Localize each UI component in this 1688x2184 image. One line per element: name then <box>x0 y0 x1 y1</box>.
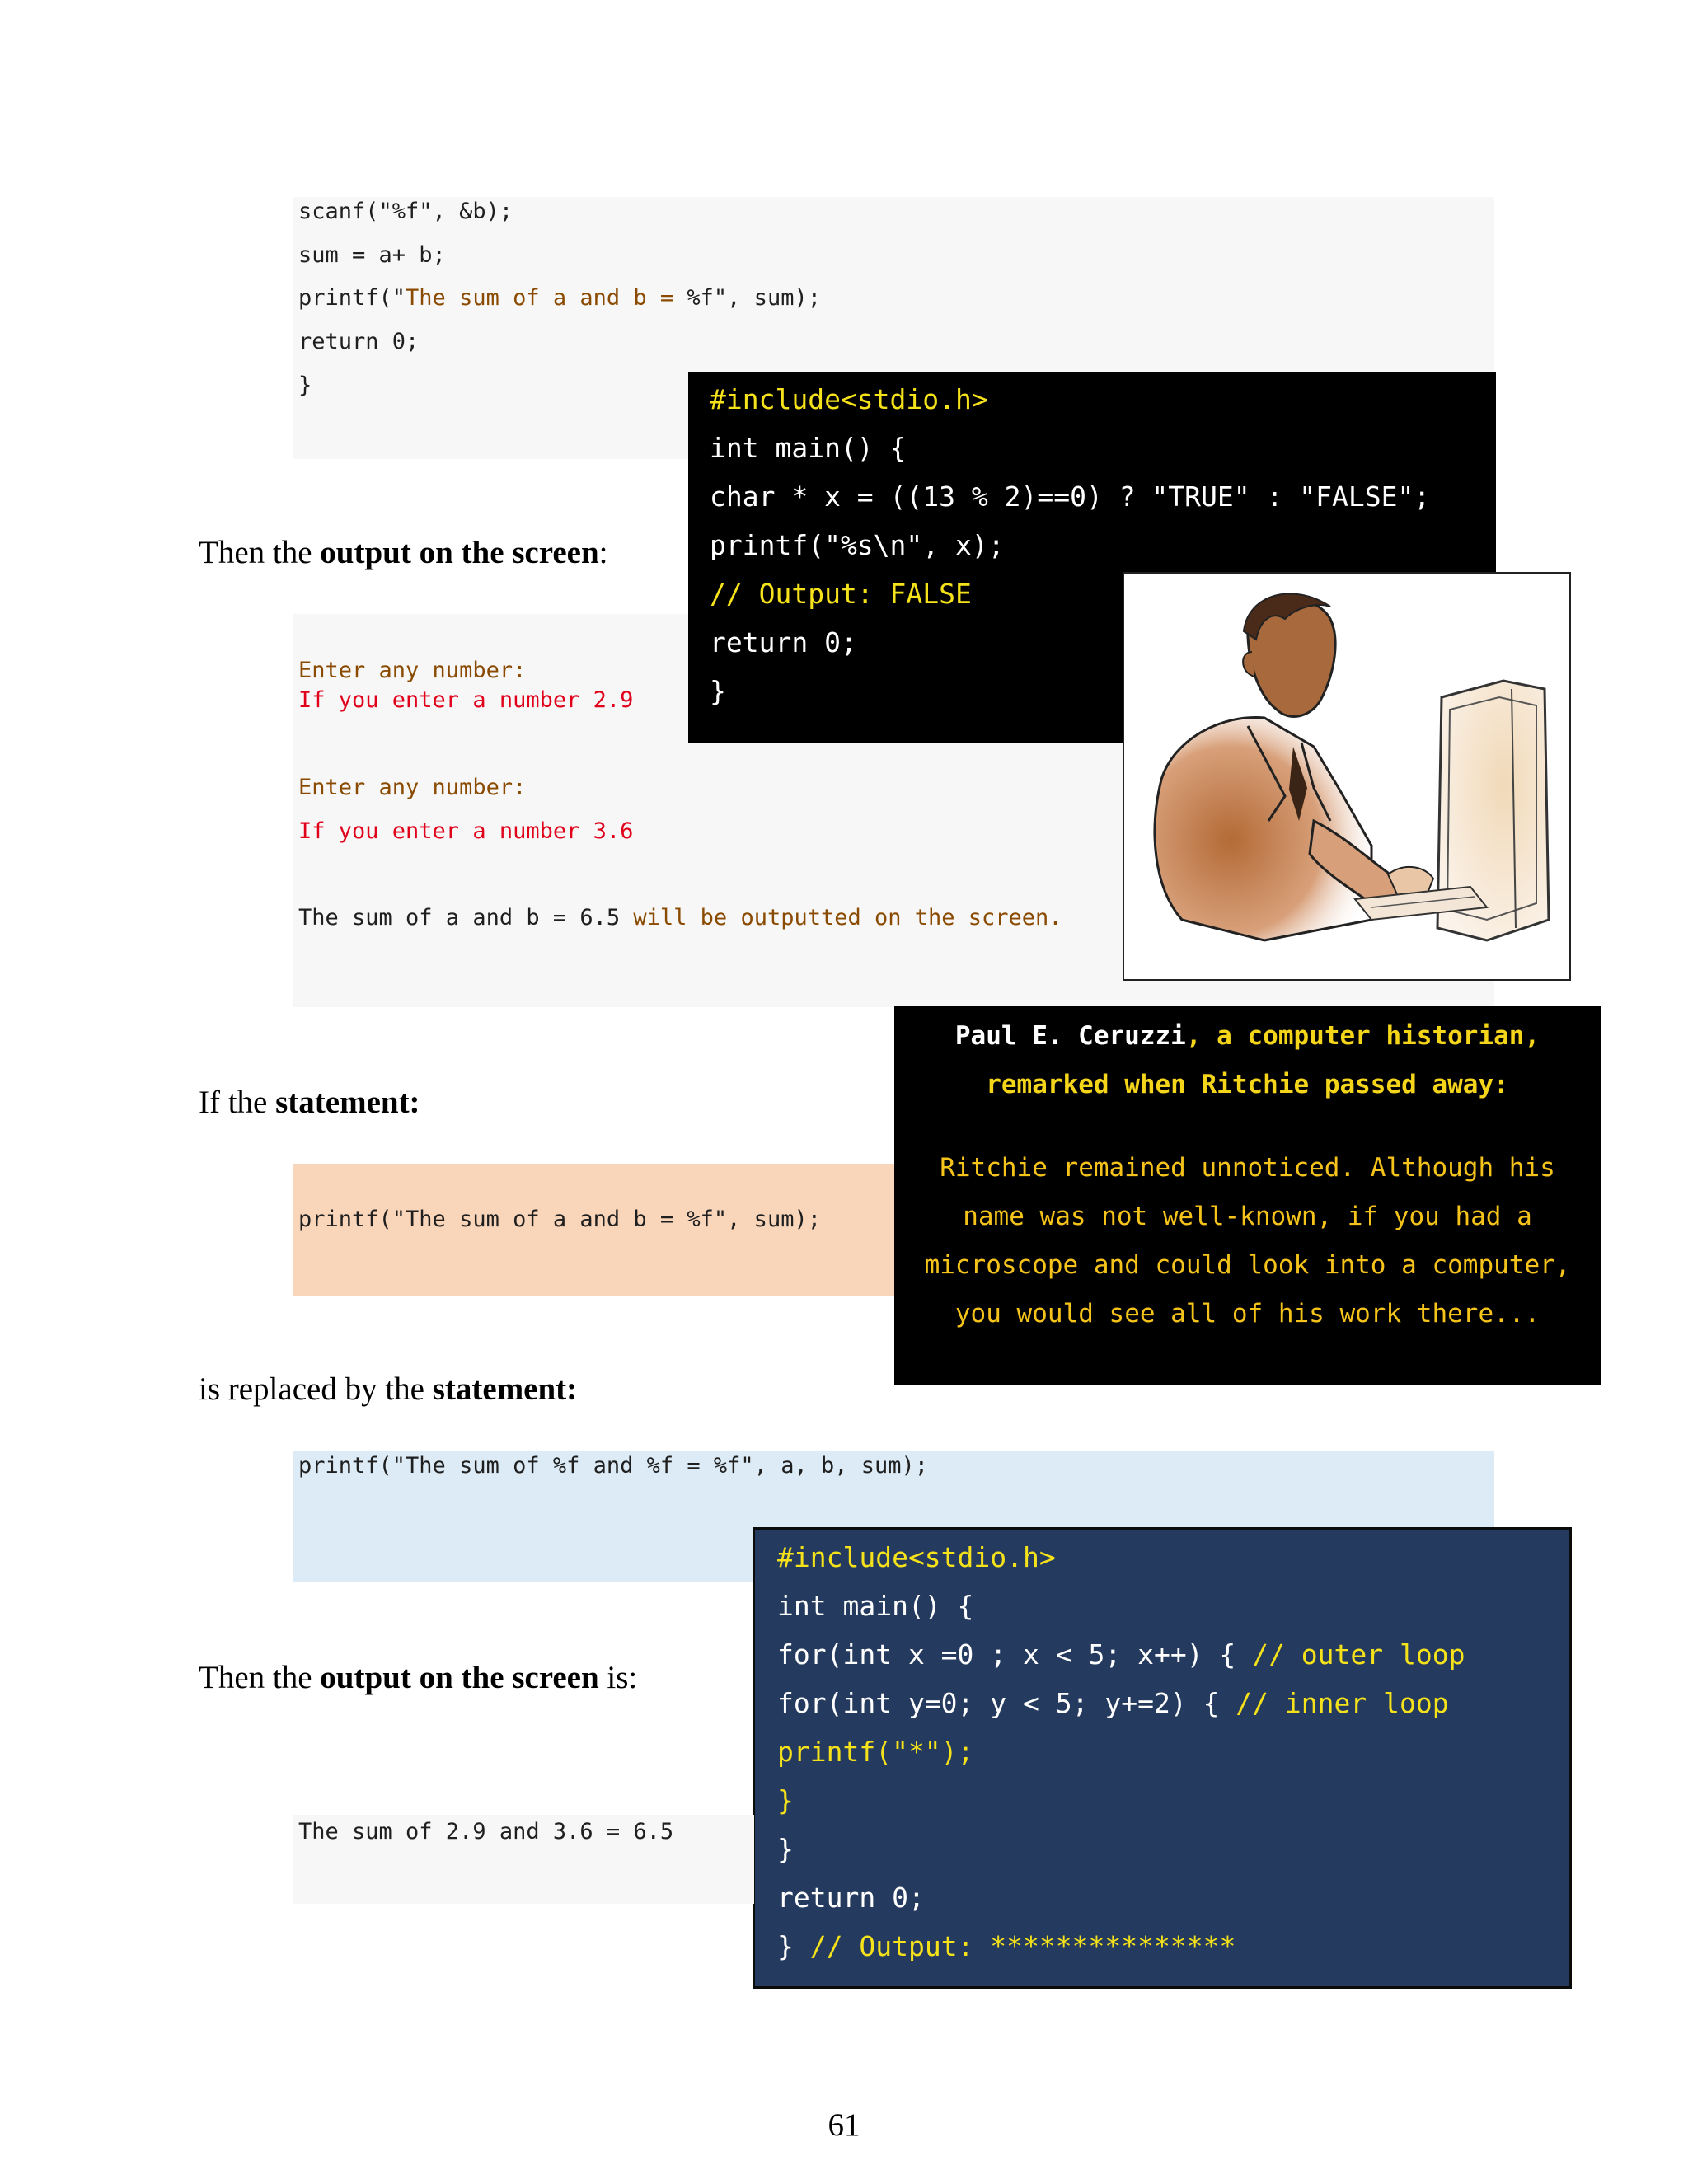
code-line: } <box>777 1833 794 1865</box>
prose-text: : <box>598 535 608 570</box>
code-token: } <box>777 1930 810 1962</box>
man-at-computer-icon <box>1124 574 1569 979</box>
code-line: printf("%s\n", x); <box>710 529 1005 561</box>
code-string: The sum of a and b = <box>406 285 674 311</box>
code-line: return 0; <box>298 329 420 354</box>
quote-heading: remarked when Ritchie passed away: <box>986 1070 1509 1099</box>
prose-text: is replaced by the <box>199 1371 433 1407</box>
output-line: Enter any number: <box>298 658 527 683</box>
code-line: } <box>298 373 312 398</box>
code-line-printf <box>298 285 821 311</box>
quote-line: you would see all of his work there... <box>954 1299 1540 1329</box>
final-output-block <box>293 1815 754 1904</box>
quote-heading-text: , a computer historian, <box>1185 1021 1540 1051</box>
code-line <box>777 1638 1465 1671</box>
prose-then-output <box>199 534 608 571</box>
quote-author: Paul E. Ceruzzi <box>954 1021 1186 1051</box>
statement-code-block <box>293 1164 895 1296</box>
page-number: 61 <box>828 2107 860 2143</box>
code-line <box>777 1687 1449 1719</box>
code-token: %f", sum); <box>673 285 821 311</box>
code-line: int main() { <box>777 1590 974 1622</box>
output-line: If you enter a number 3.6 <box>298 818 634 844</box>
code-comment: // outer loop <box>1252 1638 1465 1671</box>
quote-line: microscope and could look into a computer, <box>924 1250 1571 1280</box>
code-line <box>777 1930 1236 1962</box>
code-line: return 0; <box>777 1882 925 1914</box>
prose-text: is: <box>598 1660 638 1695</box>
man-at-computer-illustration <box>1123 572 1571 981</box>
code-line: printf("The sum of a and b = %f", sum); <box>298 1207 821 1232</box>
prose-then-output-is <box>199 1659 637 1696</box>
output-line: Enter any number: <box>298 775 527 800</box>
output-line: The sum of 2.9 and 3.6 = 6.5 <box>298 1819 674 1844</box>
code-line: } <box>777 1784 794 1816</box>
output-line-result <box>298 905 1062 930</box>
prose-text: Then the <box>199 535 321 570</box>
prose-text: If the <box>199 1085 276 1120</box>
code-comment: // inner loop <box>1236 1687 1449 1719</box>
code-line: printf("*"); <box>777 1736 974 1768</box>
quote-heading <box>894 1021 1601 1051</box>
code-line: char * x = ((13 % 2)==0) ? "TRUE" : "FALSE"; <box>710 480 1431 513</box>
code-line: return 0; <box>710 626 857 658</box>
prose-bold: statement: <box>275 1085 420 1120</box>
quote-panel <box>894 1006 1601 1385</box>
prose-bold: statement: <box>432 1371 578 1407</box>
code-line: int main() { <box>710 432 907 464</box>
code-token: for(int y=0; y < 5; y+=2) { <box>777 1687 1236 1719</box>
code-line: } <box>710 675 726 707</box>
output-line: If you enter a number 2.9 <box>298 687 634 713</box>
code-line: printf("The sum of %f and %f = %f", a, b, sum); <box>298 1453 929 1479</box>
quote-line: Ritchie remained unnoticed. Although his <box>940 1153 1555 1183</box>
output-token: will be outputted on the screen. <box>620 905 1062 930</box>
code-panel-nested-loops <box>753 1527 1572 1989</box>
prose-replaced-by <box>199 1371 577 1408</box>
code-line: sum = a+ b; <box>298 242 446 268</box>
code-line: scanf("%f", &b); <box>298 199 513 224</box>
code-token: printf(" <box>298 285 406 311</box>
code-token: for(int x =0 ; x < 5; x++) { <box>777 1638 1253 1671</box>
code-line: #include<stdio.h> <box>710 383 988 415</box>
code-line: #include<stdio.h> <box>777 1541 1056 1573</box>
prose-bold: output on the screen <box>320 535 599 570</box>
prose-bold: output on the screen <box>320 1660 599 1695</box>
code-comment: // Output: FALSE <box>710 578 972 610</box>
prose-text: Then the <box>199 1660 321 1695</box>
quote-line: name was not well-known, if you had a <box>963 1202 1532 1231</box>
prose-if-statement <box>199 1084 420 1121</box>
code-comment: // Output: *************** <box>809 1930 1236 1962</box>
output-token: The sum of a and b = 6.5 <box>298 905 621 930</box>
